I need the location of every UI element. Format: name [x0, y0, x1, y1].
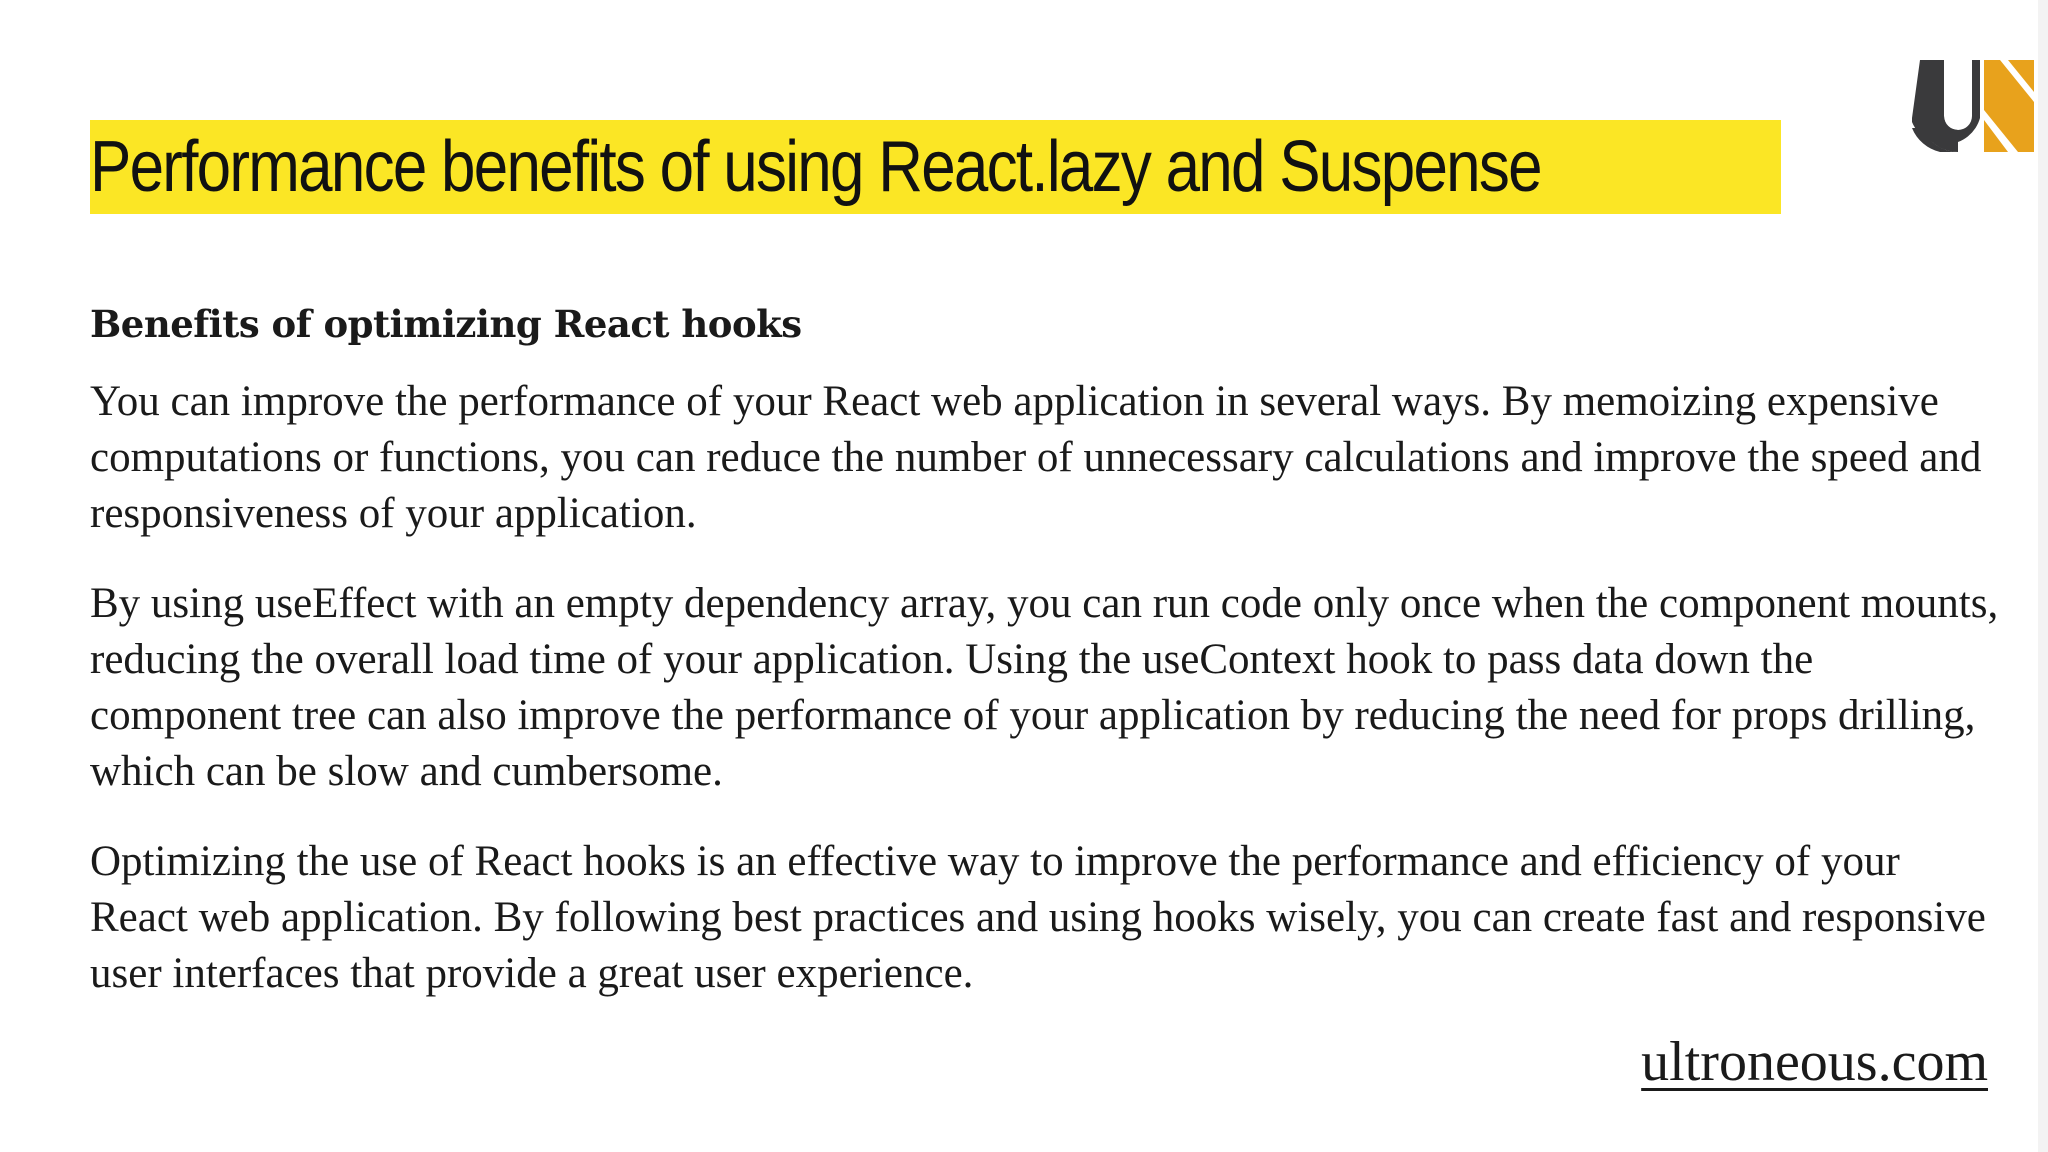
title-highlight: [90, 120, 1781, 214]
slide-content: [90, 296, 2005, 1036]
section-subheading: Benefits of optimizing React hooks: [90, 302, 802, 346]
website-link[interactable]: ultroneous.com: [1641, 1031, 1988, 1093]
ultroneous-logo-icon: [1910, 58, 2036, 154]
right-edge-strip: [2038, 0, 2048, 1152]
paragraph-2: By using useEffect with an empty dependency array, you can run code only once when the component mounts, reducing the overall load time of your application. Using the useContext hook to pass data down the component tree can also improve the performance of your application by reducing the need for props drilling, which can be slow and cumbersome.: [90, 580, 1999, 795]
paragraph-1: You can improve the performance of your React web application in several ways. By memoizing expensive computations or functions, you can reduce the number of unnecessary calculations and improve the speed and responsiveness of your application.: [90, 378, 1982, 537]
page-title: Performance benefits of using React.lazy and Suspense: [90, 127, 1541, 207]
paragraph-3: Optimizing the use of React hooks is an effective way to improve the performance and efficiency of your React web application. By following best practices and using hooks wisely, you can create fast and responsive user interfaces that provide a great user experience.: [90, 838, 1986, 997]
